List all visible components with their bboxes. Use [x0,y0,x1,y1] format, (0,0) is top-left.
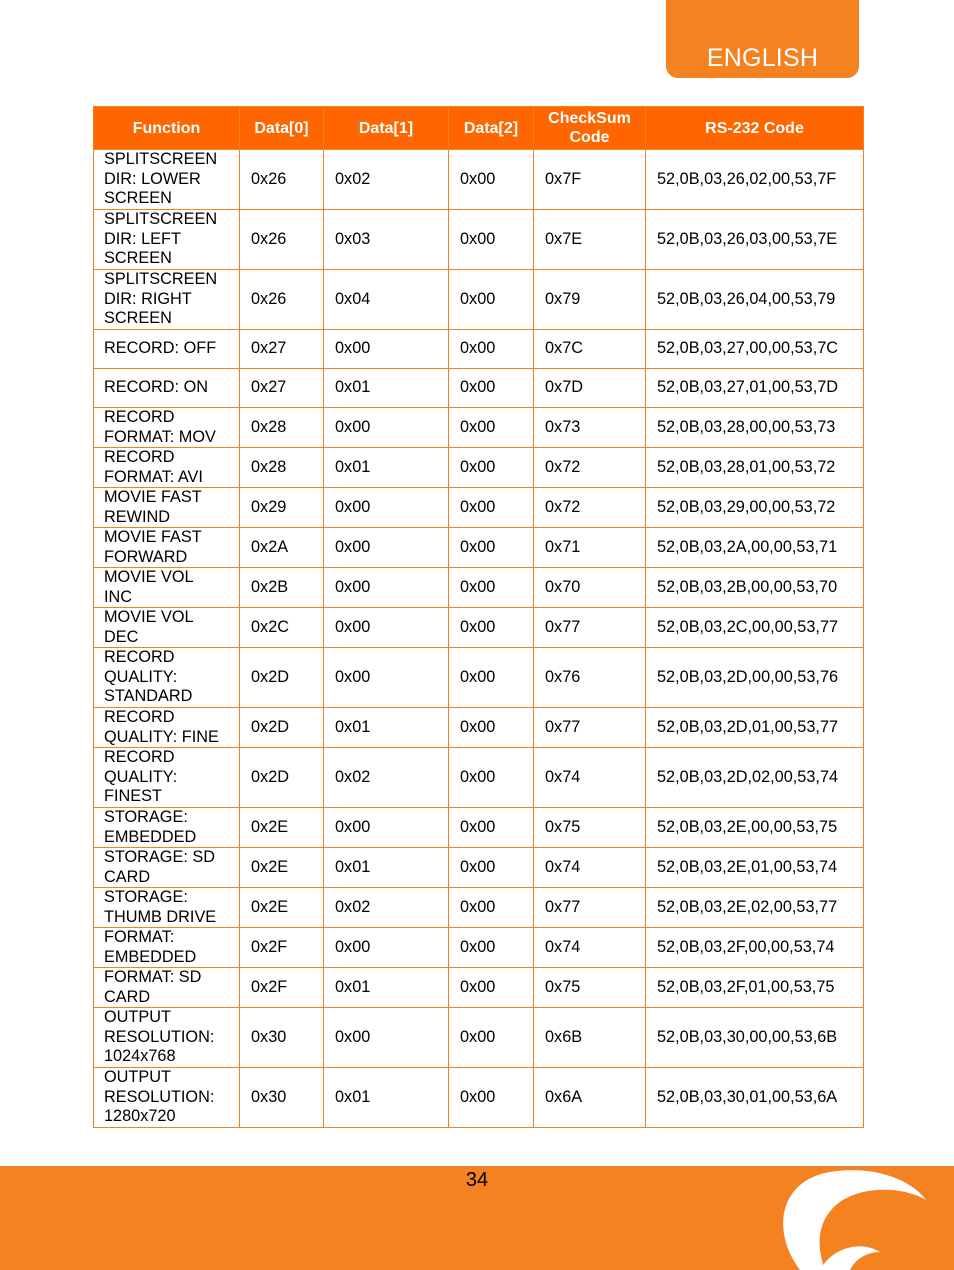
cell-function-line: STORAGE: SD [104,848,215,866]
table-row [94,928,864,968]
cell-function [94,270,240,330]
cell-checksum: 0x72 [534,448,646,488]
cell-data2: 0x00 [449,1008,534,1068]
cell-data1: 0x00 [324,408,449,448]
cell-checksum: 0x75 [534,808,646,848]
cell-data0: 0x2D [240,648,324,708]
cell-data2: 0x00 [449,369,534,408]
cell-function [94,1008,240,1068]
cell-function [94,150,240,210]
cell-data2: 0x00 [449,330,534,369]
cell-data1: 0x02 [324,150,449,210]
cell-rs232-code: 52,0B,03,2F,00,00,53,74 [646,928,864,968]
cell-rs232-code: 52,0B,03,30,00,00,53,6B [646,1008,864,1068]
cell-function-line: DIR: LEFT [104,229,181,248]
column-header-data2: Data[2] [449,107,534,150]
cell-rs232-code: 52,0B,03,30,01,00,53,6A [646,1068,864,1128]
cell-checksum: 0x79 [534,270,646,330]
cell-rs232-code: 52,0B,03,2C,00,00,53,77 [646,608,864,648]
cell-function-line: FORWARD [104,547,188,566]
cell-data1: 0x00 [324,568,449,608]
cell-function-line: RECORD [104,448,175,466]
cell-function [94,448,240,488]
table-row [94,150,864,210]
cell-function-line: MOVIE VOL [104,568,194,586]
table-row [94,568,864,608]
table-row [94,648,864,708]
cell-data0: 0x26 [240,210,324,270]
cell-data1: 0x01 [324,968,449,1008]
cell-rs232-code: 52,0B,03,29,00,00,53,72 [646,488,864,528]
cell-rs232-code: 52,0B,03,26,04,00,53,79 [646,270,864,330]
cell-data1: 0x00 [324,330,449,369]
cell-function-line: REWIND [104,507,171,526]
table-row [94,708,864,748]
rs232-command-table [93,106,864,1128]
cell-function-line: CARD [104,987,151,1006]
cell-checksum: 0x73 [534,408,646,448]
cell-data1: 0x01 [324,448,449,488]
cell-data1: 0x03 [324,210,449,270]
cell-function [94,808,240,848]
cell-function-line: 1024x768 [104,1047,176,1066]
cell-rs232-code: 52,0B,03,2D,02,00,53,74 [646,748,864,808]
cell-data1: 0x00 [324,488,449,528]
cell-rs232-code: 52,0B,03,28,01,00,53,72 [646,448,864,488]
cell-function-line: SCREEN [104,189,172,208]
cell-function-line: MOVIE FAST [104,528,202,546]
cell-function-line: EMBEDDED [104,827,197,846]
cell-function [94,748,240,808]
cell-checksum: 0x74 [534,848,646,888]
cell-data1: 0x00 [324,528,449,568]
cell-function-line: MOVIE FAST [104,488,202,506]
table-body [94,150,864,1128]
cell-function [94,568,240,608]
cell-function-line: DEC [104,627,139,646]
cell-function-line: 1280x720 [104,1107,176,1126]
cell-data2: 0x00 [449,968,534,1008]
cell-data0: 0x2D [240,708,324,748]
cell-data2: 0x00 [449,448,534,488]
cell-function-line: SCREEN [104,249,172,268]
cell-data0: 0x2A [240,528,324,568]
cell-rs232-code: 52,0B,03,2F,01,00,53,75 [646,968,864,1008]
column-header-checksum: CheckSum Code [534,107,646,150]
cell-data1: 0x00 [324,928,449,968]
cell-function-line: EMBEDDED [104,947,197,966]
table-row [94,528,864,568]
cell-checksum: 0x72 [534,488,646,528]
cell-rs232-code: 52,0B,03,2D,00,00,53,76 [646,648,864,708]
cell-data0: 0x28 [240,448,324,488]
cell-checksum: 0x74 [534,928,646,968]
cell-data0: 0x2E [240,888,324,928]
cell-data0: 0x30 [240,1068,324,1128]
cell-function-line: SPLITSCREEN [104,270,218,289]
cell-function [94,708,240,748]
cell-rs232-code: 52,0B,03,28,00,00,53,73 [646,408,864,448]
cell-data1: 0x04 [324,270,449,330]
cell-rs232-code: 52,0B,03,27,01,00,53,7D [646,369,864,408]
cell-data2: 0x00 [449,528,534,568]
cell-function-line: RECORD [104,408,175,426]
cell-function-line: RECORD [104,708,175,726]
cell-data1: 0x01 [324,1068,449,1128]
table-row [94,808,864,848]
table-row [94,748,864,808]
cell-function-line: RECORD: ON [104,378,209,397]
cell-function-line: DIR: RIGHT [104,289,192,308]
cell-checksum: 0x74 [534,748,646,808]
table-row [94,408,864,448]
cell-function-line: STORAGE: [104,808,188,826]
cell-rs232-code: 52,0B,03,26,03,00,53,7E [646,210,864,270]
cell-function-line: FORMAT: AVI [104,467,203,486]
table-row [94,330,864,369]
cell-checksum: 0x76 [534,648,646,708]
cell-checksum: 0x77 [534,888,646,928]
cell-checksum: 0x7C [534,330,646,369]
cell-function-line: FINEST [104,787,162,806]
cell-function-line: RECORD [104,748,175,767]
column-header-data1: Data[1] [324,107,449,150]
table-row [94,369,864,408]
table-row [94,848,864,888]
cell-checksum: 0x77 [534,608,646,648]
cell-data0: 0x27 [240,369,324,408]
cell-data1: 0x00 [324,608,449,648]
cell-function-line: STORAGE: [104,888,188,906]
cell-function-line: STANDARD [104,687,193,706]
table-row [94,608,864,648]
cell-function-line: SPLITSCREEN [104,210,218,229]
cell-data2: 0x00 [449,408,534,448]
cell-data0: 0x29 [240,488,324,528]
cell-data1: 0x01 [324,708,449,748]
cell-data0: 0x2F [240,968,324,1008]
table-row [94,488,864,528]
cell-function-line: INC [104,587,133,606]
cell-data2: 0x00 [449,708,534,748]
cell-function-line: OUTPUT [104,1008,171,1027]
cell-function-line: SPLITSCREEN [104,150,218,169]
cell-rs232-code: 52,0B,03,27,00,00,53,7C [646,330,864,369]
cell-checksum: 0x6A [534,1068,646,1128]
cell-function-line: QUALITY: [104,767,178,786]
cell-function-line: SCREEN [104,309,172,328]
cell-data2: 0x00 [449,748,534,808]
cell-data2: 0x00 [449,270,534,330]
cell-function-line: FORMAT: SD [104,968,202,986]
cell-function [94,648,240,708]
cell-data0: 0x2C [240,608,324,648]
cell-function [94,928,240,968]
cell-data0: 0x2B [240,568,324,608]
cell-data2: 0x00 [449,488,534,528]
cell-data1: 0x02 [324,748,449,808]
table-row [94,1068,864,1128]
cell-function-line: DIR: LOWER [104,169,201,188]
cell-data0: 0x28 [240,408,324,448]
cell-function-line: RESOLUTION: [104,1027,215,1046]
cell-rs232-code: 52,0B,03,2E,02,00,53,77 [646,888,864,928]
cell-rs232-code: 52,0B,03,2B,00,00,53,70 [646,568,864,608]
cell-function-line: MOVIE VOL [104,608,194,626]
cell-function-line: THUMB DRIVE [104,907,217,926]
language-tab [666,0,859,78]
cell-function [94,408,240,448]
cell-data1: 0x02 [324,888,449,928]
cell-data2: 0x00 [449,1068,534,1128]
cell-checksum: 0x7F [534,150,646,210]
cell-data2: 0x00 [449,150,534,210]
cell-function [94,210,240,270]
cell-data0: 0x2F [240,928,324,968]
cell-function [94,488,240,528]
cell-data2: 0x00 [449,608,534,648]
cell-data0: 0x27 [240,330,324,369]
cell-checksum: 0x70 [534,568,646,608]
cell-data0: 0x26 [240,150,324,210]
cell-data1: 0x00 [324,1008,449,1068]
cell-function [94,369,240,408]
cell-function [94,1068,240,1128]
cell-checksum: 0x71 [534,528,646,568]
cell-function-line: FORMAT: MOV [104,427,216,446]
cell-checksum: 0x7E [534,210,646,270]
cell-function [94,848,240,888]
column-header-data0: Data[0] [240,107,324,150]
cell-rs232-code: 52,0B,03,2D,01,00,53,77 [646,708,864,748]
cell-function-line: CARD [104,867,151,886]
cell-data2: 0x00 [449,210,534,270]
cell-function-line: QUALITY: FINE [104,727,219,746]
cell-function [94,608,240,648]
cell-data2: 0x00 [449,848,534,888]
cell-data0: 0x2D [240,748,324,808]
cell-function [94,888,240,928]
cell-data0: 0x26 [240,270,324,330]
cell-data1: 0x00 [324,648,449,708]
cell-function-line: OUTPUT [104,1068,171,1087]
cell-data1: 0x01 [324,848,449,888]
cell-data2: 0x00 [449,888,534,928]
cell-rs232-code: 52,0B,03,2A,00,00,53,71 [646,528,864,568]
cell-function-line: RESOLUTION: [104,1087,215,1106]
cell-function-line: QUALITY: [104,667,178,686]
table-row [94,968,864,1008]
cell-data1: 0x00 [324,808,449,848]
cell-function [94,528,240,568]
page-number: 34 [465,1169,489,1191]
cell-checksum: 0x6B [534,1008,646,1068]
table-row [94,270,864,330]
column-header-rs232: RS-232 Code [646,107,864,150]
cell-function [94,330,240,369]
cell-rs232-code: 52,0B,03,2E,00,00,53,75 [646,808,864,848]
cell-data2: 0x00 [449,928,534,968]
column-header-function: Function [94,107,240,150]
cell-rs232-code: 52,0B,03,26,02,00,53,7F [646,150,864,210]
table-row [94,448,864,488]
cell-data0: 0x30 [240,1008,324,1068]
cell-function-line: RECORD [104,648,175,667]
cell-data0: 0x2E [240,848,324,888]
table-row [94,1008,864,1068]
cell-function [94,968,240,1008]
cell-function-line: RECORD: OFF [104,339,217,358]
cell-rs232-code: 52,0B,03,2E,01,00,53,74 [646,848,864,888]
brand-logo-mark [760,1160,954,1270]
cell-data2: 0x00 [449,568,534,608]
cell-data2: 0x00 [449,648,534,708]
cell-function-line: FORMAT: [104,928,175,946]
cell-checksum: 0x7D [534,369,646,408]
cell-checksum: 0x77 [534,708,646,748]
cell-data2: 0x00 [449,808,534,848]
cell-data0: 0x2E [240,808,324,848]
cell-data1: 0x01 [324,369,449,408]
table-header-row [94,107,864,150]
cell-checksum: 0x75 [534,968,646,1008]
language-label: ENGLISH [706,44,819,72]
table-row [94,888,864,928]
table-row [94,210,864,270]
